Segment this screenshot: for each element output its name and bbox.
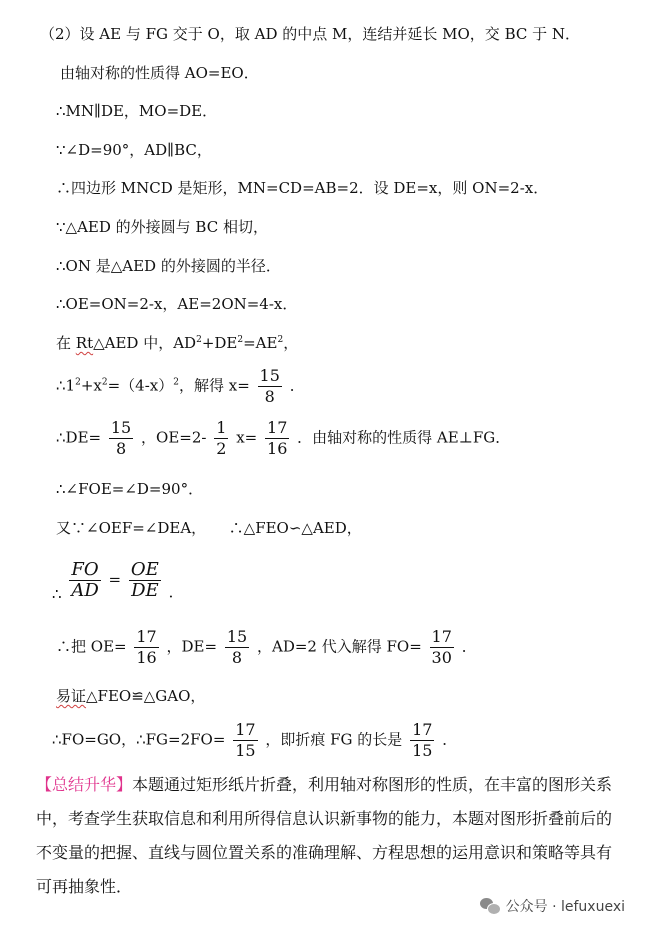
line-substitute [56,627,477,668]
therefore-symbol: ∴ [52,584,62,603]
text: ∴FO=GO，∴FG=2FO= [52,730,226,749]
equals-sign: = [108,570,122,589]
wechat-icon [480,898,500,914]
text: △FEO≌△GAO， [86,687,206,705]
text: ， [283,334,299,352]
rt-text: Rt [75,334,94,352]
superscript: 2 [237,335,244,345]
text: ，DE= [166,637,218,656]
text: +DE [201,334,238,352]
watermark-text: 公众号 · lefuxuexi [505,899,625,915]
text: ∴1 [56,376,76,395]
fraction-fg: $\frac{17}{15}$ [235,720,256,760]
line-setup: （2）设 AE 与 FG 交于 O，取 AD 的中点 M，连结并延长 MO，交 BC 于 N． [40,25,581,43]
fraction-fo-ad: $\frac{FO}{AD}$ [71,559,99,601]
summary-tag: 【总结升华】 [36,775,133,794]
text: 在 [56,334,76,352]
text: ，OE=2- [141,428,207,447]
line-ratio [52,560,184,601]
text: ，AD=2 代入解得 FO= [256,637,422,656]
text: ． [168,582,184,601]
superscript: 2 [196,335,202,345]
text: =（4-x） [107,376,174,395]
text: ，即折痕 FG 的长是 [265,730,403,749]
line-angle-d: ∵∠D=90°，AD∥BC， [56,141,212,159]
text: =AE [243,334,278,352]
fraction-half: $\frac{1}{2}$ [216,418,227,458]
line-angle-foe: ∴∠FOE=∠D=90°． [56,480,204,498]
fraction-oe-sub: $\frac{17}{16}$ [136,627,157,667]
line-mn-parallel: ∴MN∥DE，MO=DE． [56,102,218,120]
fraction-x: $\frac{15}{8}$ [259,366,280,406]
fraction-fo: $\frac{17}{30}$ [431,627,452,667]
line-symmetry: 由轴对称的性质得 AO=EO． [60,64,259,82]
superscript: 2 [173,377,179,388]
summary-paragraph [36,768,626,904]
fraction-oe: $\frac{17}{16}$ [267,418,288,458]
text: ． [289,376,305,395]
text: 易证 [56,687,87,705]
text: +x [80,376,102,395]
fraction-oe-de: $\frac{OE}{DE}$ [130,559,159,601]
superscript: 2 [277,335,284,345]
text: ．由轴对称的性质得 AE⊥FG． [297,428,511,447]
fraction-fg-length: $\frac{17}{15}$ [412,720,433,760]
line-congruent [56,686,205,706]
text: ∴DE= [56,428,102,447]
text: ，解得 x= [178,376,250,395]
watermark [480,896,625,916]
line-right-triangle [56,333,298,353]
text: ． [461,637,477,656]
text: ． [442,730,458,749]
line-rectangle: ∴四边形 MNCD 是矩形，MN=CD=AB=2．设 DE=x，则 ON=2-x． [56,179,549,197]
line-radius: ∴ON 是△AED 的外接圆的半径． [56,257,281,275]
line-conclusion [52,720,457,761]
summary-text: 本题通过矩形纸片折叠，利用轴对称图形的性质，在丰富的图形关系中，考查学生获取信息和利用所得信息认识新事物的能力，本题对图形折叠前后的不变量的把握、直线与圆位置关系的准确理解、方程思想的运用意识和策略等具有可再抽象性． [36,775,613,896]
line-tangent: ∵△AED 的外接圆与 BC 相切， [56,218,268,236]
text: x= [236,428,258,447]
superscript: 2 [75,377,81,388]
superscript: 2 [101,377,108,388]
line-de-oe [56,418,510,459]
text: ∴把 OE= [56,637,127,656]
line-equation [56,366,305,407]
fraction-de: $\frac{15}{8}$ [110,418,132,458]
fraction-de-sub: $\frac{15}{8}$ [226,627,248,667]
line-oe-on: ∴OE=ON=2-x，AE=2ON=4-x． [56,295,298,313]
line-similar: 又∵∠OEF=∠DEA， ∴△FEO∽△AED， [56,519,362,537]
text: △AED 中，AD [93,334,197,352]
